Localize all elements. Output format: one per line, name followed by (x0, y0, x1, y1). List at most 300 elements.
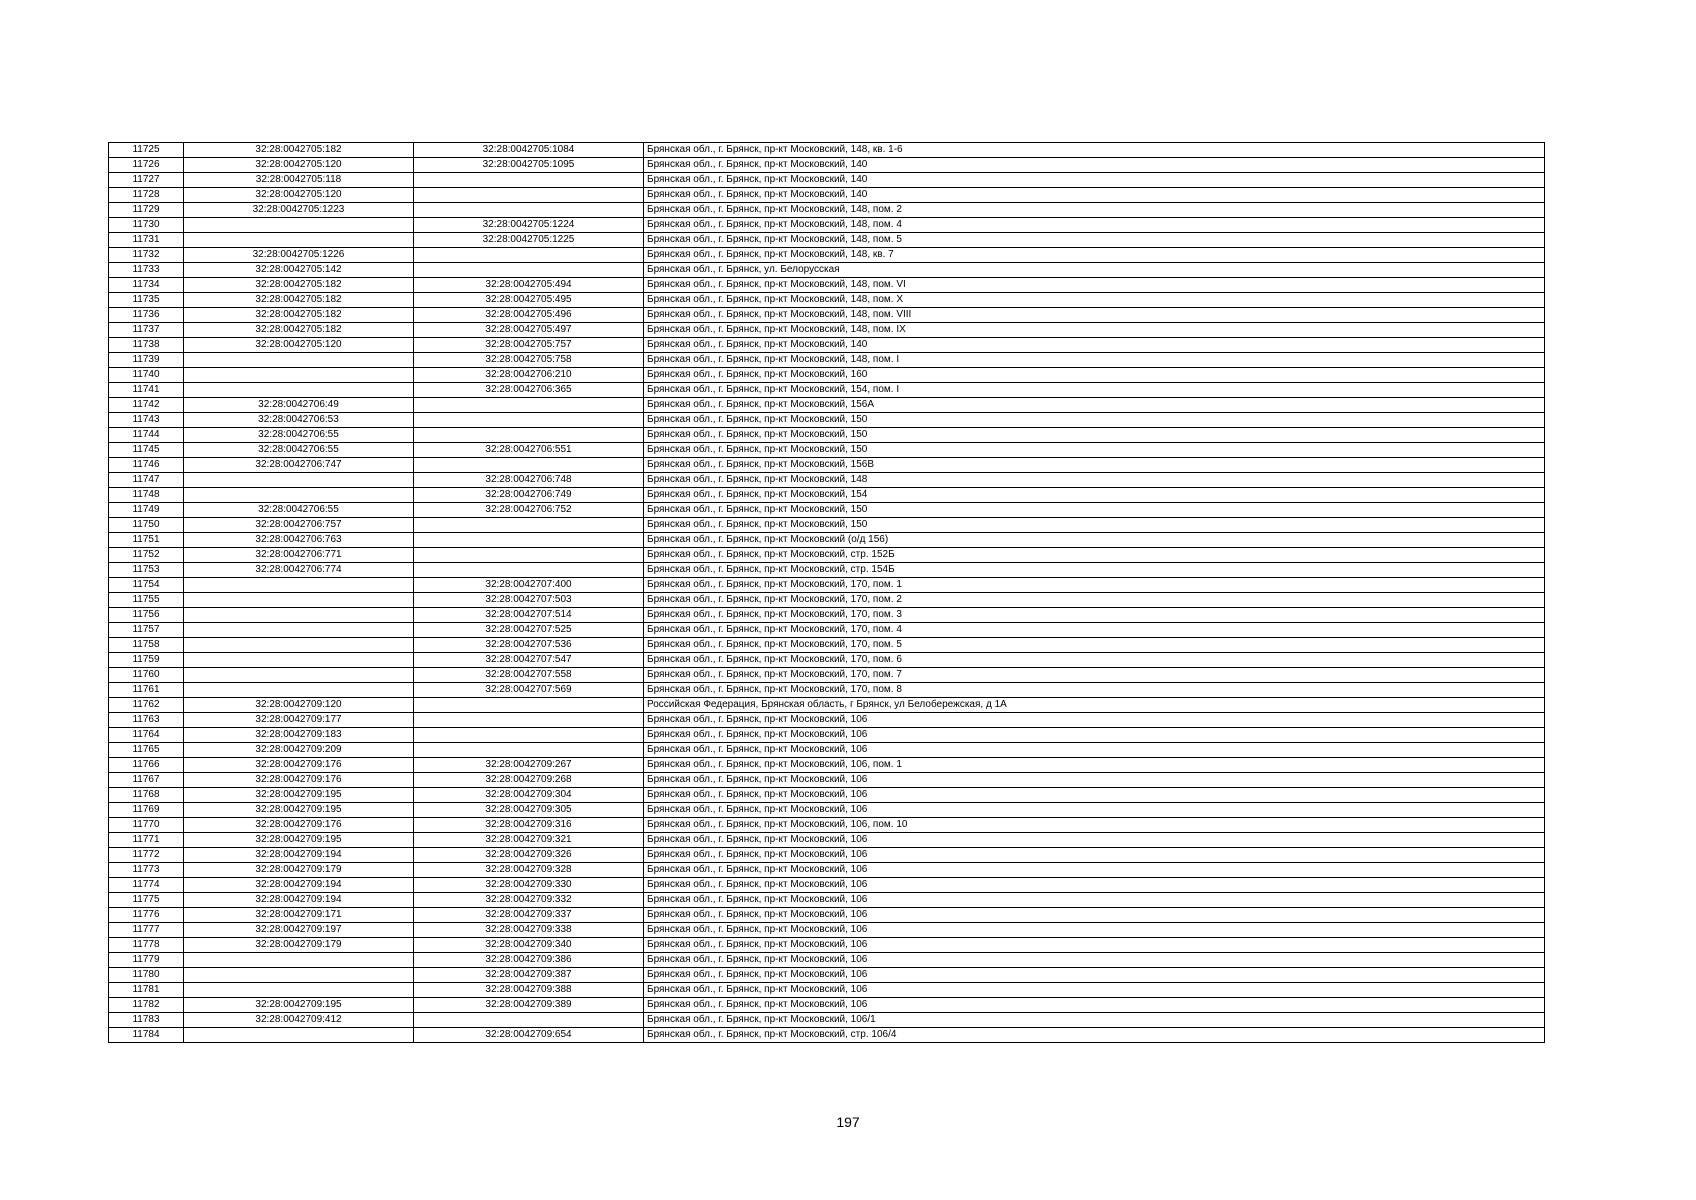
address-cell: Брянская обл., г. Брянск, пр-кт Московский, 106 (644, 938, 1545, 953)
row-number-cell: 11756 (109, 608, 184, 623)
row-number-cell: 11764 (109, 728, 184, 743)
related-cadastral-number-cell (414, 713, 644, 728)
cadastral-number-cell: 32:28:0042705:120 (184, 158, 414, 173)
address-cell: Брянская обл., г. Брянск, пр-кт Московский, 106 (644, 998, 1545, 1013)
address-cell: Брянская обл., г. Брянск, пр-кт Московский, 106 (644, 833, 1545, 848)
address-cell: Брянская обл., г. Брянск, пр-кт Московский, 106 (644, 848, 1545, 863)
cadastral-number-cell: 32:28:0042709:194 (184, 893, 414, 908)
address-cell: Брянская обл., г. Брянск, пр-кт Московский, 148, пом. 5 (644, 233, 1545, 248)
cadastral-number-cell: 32:28:0042705:142 (184, 263, 414, 278)
address-cell: Брянская обл., г. Брянск, пр-кт Московский, 154, пом. I (644, 383, 1545, 398)
cadastral-number-cell (184, 653, 414, 668)
address-cell: Брянская обл., г. Брянск, пр-кт Московский, 170, пом. 3 (644, 608, 1545, 623)
related-cadastral-number-cell (414, 428, 644, 443)
table-row (109, 278, 1545, 293)
related-cadastral-number-cell (414, 173, 644, 188)
cadastral-number-cell: 32:28:0042705:1223 (184, 203, 414, 218)
cadastral-number-cell: 32:28:0042709:195 (184, 833, 414, 848)
table-row (109, 518, 1545, 533)
cadastral-number-cell (184, 383, 414, 398)
related-cadastral-number-cell: 32:28:0042709:330 (414, 878, 644, 893)
table-row (109, 233, 1545, 248)
row-number-cell: 11746 (109, 458, 184, 473)
table-row (109, 698, 1545, 713)
row-number-cell: 11744 (109, 428, 184, 443)
address-cell: Брянская обл., г. Брянск, пр-кт Московский, 106 (644, 743, 1545, 758)
table-row (109, 248, 1545, 263)
related-cadastral-number-cell: 32:28:0042706:749 (414, 488, 644, 503)
row-number-cell: 11729 (109, 203, 184, 218)
row-number-cell: 11743 (109, 413, 184, 428)
table-row (109, 1028, 1545, 1043)
row-number-cell: 11739 (109, 353, 184, 368)
address-cell: Брянская обл., г. Брянск, пр-кт Московский, 150 (644, 518, 1545, 533)
cadastral-number-cell: 32:28:0042705:118 (184, 173, 414, 188)
cadastral-number-cell: 32:28:0042709:197 (184, 923, 414, 938)
related-cadastral-number-cell (414, 413, 644, 428)
related-cadastral-number-cell: 32:28:0042705:1225 (414, 233, 644, 248)
cadastral-number-cell: 32:28:0042705:1226 (184, 248, 414, 263)
row-number-cell: 11742 (109, 398, 184, 413)
address-cell: Брянская обл., г. Брянск, пр-кт Московский, 106 (644, 863, 1545, 878)
related-cadastral-number-cell (414, 698, 644, 713)
table-row (109, 653, 1545, 668)
related-cadastral-number-cell: 32:28:0042709:386 (414, 953, 644, 968)
address-cell: Брянская обл., г. Брянск, пр-кт Московский, 148, пом. IX (644, 323, 1545, 338)
table-row (109, 173, 1545, 188)
table-row (109, 713, 1545, 728)
cadastral-number-cell: 32:28:0042706:53 (184, 413, 414, 428)
related-cadastral-number-cell: 32:28:0042705:496 (414, 308, 644, 323)
table-row (109, 848, 1545, 863)
cadastral-number-cell (184, 368, 414, 383)
cadastral-number-cell: 32:28:0042705:182 (184, 278, 414, 293)
cadastral-number-cell: 32:28:0042709:179 (184, 863, 414, 878)
address-cell: Брянская обл., г. Брянск, пр-кт Московский, 106 (644, 803, 1545, 818)
table-row (109, 383, 1545, 398)
row-number-cell: 11733 (109, 263, 184, 278)
related-cadastral-number-cell: 32:28:0042709:326 (414, 848, 644, 863)
related-cadastral-number-cell: 32:28:0042709:338 (414, 923, 644, 938)
related-cadastral-number-cell: 32:28:0042706:365 (414, 383, 644, 398)
address-cell: Брянская обл., г. Брянск, пр-кт Московский, 140 (644, 188, 1545, 203)
cadastral-number-cell: 32:28:0042706:771 (184, 548, 414, 563)
related-cadastral-number-cell: 32:28:0042709:268 (414, 773, 644, 788)
table-row (109, 338, 1545, 353)
related-cadastral-number-cell: 32:28:0042709:316 (414, 818, 644, 833)
related-cadastral-number-cell (414, 203, 644, 218)
address-cell: Брянская обл., г. Брянск, пр-кт Московский, 106 (644, 893, 1545, 908)
row-number-cell: 11727 (109, 173, 184, 188)
cadastral-number-cell (184, 953, 414, 968)
cadastral-number-cell (184, 1028, 414, 1043)
related-cadastral-number-cell: 32:28:0042709:304 (414, 788, 644, 803)
row-number-cell: 11728 (109, 188, 184, 203)
related-cadastral-number-cell: 32:28:0042709:267 (414, 758, 644, 773)
address-cell: Брянская обл., г. Брянск, пр-кт Московский, 106 (644, 728, 1545, 743)
table-row (109, 473, 1545, 488)
table-row (109, 308, 1545, 323)
cadastral-number-cell: 32:28:0042706:55 (184, 428, 414, 443)
related-cadastral-number-cell: 32:28:0042709:332 (414, 893, 644, 908)
related-cadastral-number-cell: 32:28:0042707:400 (414, 578, 644, 593)
row-number-cell: 11772 (109, 848, 184, 863)
address-cell: Брянская обл., г. Брянск, пр-кт Московский, 170, пом. 4 (644, 623, 1545, 638)
address-cell: Брянская обл., г. Брянск, ул. Белорусская (644, 263, 1545, 278)
related-cadastral-number-cell (414, 458, 644, 473)
related-cadastral-number-cell: 32:28:0042707:558 (414, 668, 644, 683)
cadastral-number-cell: 32:28:0042705:182 (184, 143, 414, 158)
related-cadastral-number-cell: 32:28:0042707:503 (414, 593, 644, 608)
cadastral-number-cell (184, 668, 414, 683)
address-cell: Брянская обл., г. Брянск, пр-кт Московский, 154 (644, 488, 1545, 503)
row-number-cell: 11779 (109, 953, 184, 968)
cadastral-number-cell (184, 218, 414, 233)
related-cadastral-number-cell (414, 548, 644, 563)
address-cell: Брянская обл., г. Брянск, пр-кт Московский, 170, пом. 2 (644, 593, 1545, 608)
cadastral-number-cell (184, 488, 414, 503)
cadastral-number-cell: 32:28:0042705:182 (184, 308, 414, 323)
cadastral-number-cell: 32:28:0042705:182 (184, 293, 414, 308)
address-cell: Брянская обл., г. Брянск, пр-кт Московский, 160 (644, 368, 1545, 383)
row-number-cell: 11778 (109, 938, 184, 953)
row-number-cell: 11768 (109, 788, 184, 803)
cadastral-number-cell: 32:28:0042709:209 (184, 743, 414, 758)
table-row (109, 398, 1545, 413)
cadastral-number-cell: 32:28:0042706:49 (184, 398, 414, 413)
cadastral-number-cell (184, 473, 414, 488)
table-row (109, 638, 1545, 653)
related-cadastral-number-cell (414, 563, 644, 578)
related-cadastral-number-cell: 32:28:0042707:547 (414, 653, 644, 668)
related-cadastral-number-cell (414, 398, 644, 413)
table-row (109, 728, 1545, 743)
table-row (109, 488, 1545, 503)
cadastral-number-cell: 32:28:0042706:55 (184, 503, 414, 518)
cadastral-number-cell: 32:28:0042709:179 (184, 938, 414, 953)
related-cadastral-number-cell: 32:28:0042709:387 (414, 968, 644, 983)
address-cell: Брянская обл., г. Брянск, пр-кт Московский, 150 (644, 443, 1545, 458)
address-cell: Брянская обл., г. Брянск, пр-кт Московский, 148, пом. VI (644, 278, 1545, 293)
address-cell: Брянская обл., г. Брянск, пр-кт Московский, 106 (644, 908, 1545, 923)
row-number-cell: 11735 (109, 293, 184, 308)
cadastral-number-cell: 32:28:0042709:195 (184, 998, 414, 1013)
related-cadastral-number-cell: 32:28:0042709:654 (414, 1028, 644, 1043)
address-cell: Брянская обл., г. Брянск, пр-кт Московский, 106 (644, 923, 1545, 938)
table-row (109, 683, 1545, 698)
row-number-cell: 11771 (109, 833, 184, 848)
cadastral-number-cell: 32:28:0042709:176 (184, 758, 414, 773)
related-cadastral-number-cell: 32:28:0042709:305 (414, 803, 644, 818)
table-row (109, 578, 1545, 593)
cadastral-number-cell (184, 608, 414, 623)
related-cadastral-number-cell (414, 1013, 644, 1028)
related-cadastral-number-cell (414, 533, 644, 548)
row-number-cell: 11765 (109, 743, 184, 758)
related-cadastral-number-cell (414, 188, 644, 203)
row-number-cell: 11777 (109, 923, 184, 938)
related-cadastral-number-cell (414, 518, 644, 533)
table-row (109, 833, 1545, 848)
row-number-cell: 11730 (109, 218, 184, 233)
table-row (109, 188, 1545, 203)
address-cell: Брянская обл., г. Брянск, пр-кт Московский, 140 (644, 158, 1545, 173)
row-number-cell: 11748 (109, 488, 184, 503)
related-cadastral-number-cell: 32:28:0042705:1224 (414, 218, 644, 233)
address-cell: Брянская обл., г. Брянск, пр-кт Московский, 106 (644, 953, 1545, 968)
table-row (109, 143, 1545, 158)
related-cadastral-number-cell: 32:28:0042709:340 (414, 938, 644, 953)
address-cell: Брянская обл., г. Брянск, пр-кт Московский, 150 (644, 503, 1545, 518)
address-cell: Брянская обл., г. Брянск, пр-кт Московский, стр. 154Б (644, 563, 1545, 578)
table-row (109, 788, 1545, 803)
address-cell: Брянская обл., г. Брянск, пр-кт Московский, 148, кв. 7 (644, 248, 1545, 263)
cadastral-number-cell (184, 593, 414, 608)
cadastral-number-cell: 32:28:0042706:55 (184, 443, 414, 458)
cadastral-number-cell (184, 638, 414, 653)
related-cadastral-number-cell: 32:28:0042705:1095 (414, 158, 644, 173)
row-number-cell: 11737 (109, 323, 184, 338)
row-number-cell: 11753 (109, 563, 184, 578)
address-cell: Российская Федерация, Брянская область, г Брянск, ул Белобережская, д 1А (644, 698, 1545, 713)
table-row (109, 323, 1545, 338)
table-row (109, 458, 1545, 473)
row-number-cell: 11747 (109, 473, 184, 488)
related-cadastral-number-cell: 32:28:0042705:497 (414, 323, 644, 338)
related-cadastral-number-cell: 32:28:0042705:494 (414, 278, 644, 293)
address-cell: Брянская обл., г. Брянск, пр-кт Московский, 106 (644, 983, 1545, 998)
row-number-cell: 11776 (109, 908, 184, 923)
row-number-cell: 11766 (109, 758, 184, 773)
row-number-cell: 11760 (109, 668, 184, 683)
cadastral-number-cell: 32:28:0042706:757 (184, 518, 414, 533)
address-cell: Брянская обл., г. Брянск, пр-кт Московский, 150 (644, 428, 1545, 443)
address-cell: Брянская обл., г. Брянск, пр-кт Московский, 106/1 (644, 1013, 1545, 1028)
related-cadastral-number-cell: 32:28:0042706:551 (414, 443, 644, 458)
related-cadastral-number-cell: 32:28:0042709:328 (414, 863, 644, 878)
cadastral-number-cell: 32:28:0042706:747 (184, 458, 414, 473)
table-row (109, 983, 1545, 998)
related-cadastral-number-cell: 32:28:0042709:321 (414, 833, 644, 848)
table-row (109, 623, 1545, 638)
related-cadastral-number-cell: 32:28:0042709:389 (414, 998, 644, 1013)
row-number-cell: 11780 (109, 968, 184, 983)
cadastral-number-cell: 32:28:0042709:176 (184, 773, 414, 788)
table-row (109, 818, 1545, 833)
related-cadastral-number-cell: 32:28:0042705:758 (414, 353, 644, 368)
cadastral-number-cell: 32:28:0042705:120 (184, 188, 414, 203)
row-number-cell: 11783 (109, 1013, 184, 1028)
cadastral-number-cell: 32:28:0042705:182 (184, 323, 414, 338)
table-row (109, 593, 1545, 608)
table-row (109, 368, 1545, 383)
address-cell: Брянская обл., г. Брянск, пр-кт Московский, 106 (644, 788, 1545, 803)
table-row (109, 773, 1545, 788)
related-cadastral-number-cell: 32:28:0042707:525 (414, 623, 644, 638)
table-row (109, 503, 1545, 518)
related-cadastral-number-cell (414, 248, 644, 263)
row-number-cell: 11749 (109, 503, 184, 518)
row-number-cell: 11731 (109, 233, 184, 248)
row-number-cell: 11726 (109, 158, 184, 173)
table-row (109, 668, 1545, 683)
cadastral-number-cell: 32:28:0042709:194 (184, 878, 414, 893)
cadastral-number-cell (184, 233, 414, 248)
table-row (109, 878, 1545, 893)
row-number-cell: 11758 (109, 638, 184, 653)
cadastral-number-cell: 32:28:0042709:183 (184, 728, 414, 743)
table-row (109, 203, 1545, 218)
table-row (109, 548, 1545, 563)
row-number-cell: 11732 (109, 248, 184, 263)
address-cell: Брянская обл., г. Брянск, пр-кт Московский, 148, пом. 2 (644, 203, 1545, 218)
address-cell: Брянская обл., г. Брянск, пр-кт Московский (о/д 156) (644, 533, 1545, 548)
address-cell: Брянская обл., г. Брянск, пр-кт Московский, 106 (644, 878, 1545, 893)
address-cell: Брянская обл., г. Брянск, пр-кт Московский, 106, пом. 1 (644, 758, 1545, 773)
address-cell: Брянская обл., г. Брянск, пр-кт Московский, 148 (644, 473, 1545, 488)
address-cell: Брянская обл., г. Брянск, пр-кт Московский, 156А (644, 398, 1545, 413)
table-row (109, 608, 1545, 623)
table-row (109, 953, 1545, 968)
table-row (109, 353, 1545, 368)
address-cell: Брянская обл., г. Брянск, пр-кт Московский, 140 (644, 173, 1545, 188)
related-cadastral-number-cell: 32:28:0042706:748 (414, 473, 644, 488)
address-cell: Брянская обл., г. Брянск, пр-кт Московский, 148, пом. X (644, 293, 1545, 308)
table-row (109, 443, 1545, 458)
row-number-cell: 11750 (109, 518, 184, 533)
cadastral-number-cell (184, 578, 414, 593)
row-number-cell: 11769 (109, 803, 184, 818)
row-number-cell: 11754 (109, 578, 184, 593)
address-cell: Брянская обл., г. Брянск, пр-кт Московский, 106 (644, 713, 1545, 728)
related-cadastral-number-cell: 32:28:0042709:337 (414, 908, 644, 923)
row-number-cell: 11770 (109, 818, 184, 833)
cadastral-number-cell (184, 983, 414, 998)
table-row (109, 908, 1545, 923)
row-number-cell: 11763 (109, 713, 184, 728)
address-cell: Брянская обл., г. Брянск, пр-кт Московский, 148, пом. 4 (644, 218, 1545, 233)
row-number-cell: 11741 (109, 383, 184, 398)
cadastral-number-cell: 32:28:0042709:171 (184, 908, 414, 923)
row-number-cell: 11775 (109, 893, 184, 908)
address-cell: Брянская обл., г. Брянск, пр-кт Московский, 170, пом. 5 (644, 638, 1545, 653)
table-row (109, 158, 1545, 173)
row-number-cell: 11759 (109, 653, 184, 668)
row-number-cell: 11781 (109, 983, 184, 998)
row-number-cell: 11725 (109, 143, 184, 158)
cadastral-number-cell: 32:28:0042709:195 (184, 788, 414, 803)
page-number: 197 (836, 1114, 860, 1130)
row-number-cell: 11751 (109, 533, 184, 548)
cadastral-number-cell (184, 683, 414, 698)
table-row (109, 938, 1545, 953)
cadastral-number-cell (184, 353, 414, 368)
cadastral-number-cell: 32:28:0042709:412 (184, 1013, 414, 1028)
address-cell: Брянская обл., г. Брянск, пр-кт Московский, 106 (644, 968, 1545, 983)
cadastral-number-cell: 32:28:0042709:120 (184, 698, 414, 713)
related-cadastral-number-cell: 32:28:0042707:514 (414, 608, 644, 623)
table-row (109, 923, 1545, 938)
table-row (109, 758, 1545, 773)
related-cadastral-number-cell: 32:28:0042706:752 (414, 503, 644, 518)
address-cell: Брянская обл., г. Брянск, пр-кт Московский, 170, пом. 7 (644, 668, 1545, 683)
table-row (109, 293, 1545, 308)
cadastral-number-cell: 32:28:0042709:195 (184, 803, 414, 818)
row-number-cell: 11762 (109, 698, 184, 713)
address-cell: Брянская обл., г. Брянск, пр-кт Московский, 106 (644, 773, 1545, 788)
row-number-cell: 11761 (109, 683, 184, 698)
address-cell: Брянская обл., г. Брянск, пр-кт Московский, 148, пом. I (644, 353, 1545, 368)
cadastral-number-cell (184, 968, 414, 983)
related-cadastral-number-cell (414, 263, 644, 278)
row-number-cell: 11774 (109, 878, 184, 893)
address-cell: Брянская обл., г. Брянск, пр-кт Московский, 148, кв. 1-6 (644, 143, 1545, 158)
related-cadastral-number-cell: 32:28:0042709:388 (414, 983, 644, 998)
row-number-cell: 11767 (109, 773, 184, 788)
table-row (109, 968, 1545, 983)
address-cell: Брянская обл., г. Брянск, пр-кт Московский, 140 (644, 338, 1545, 353)
address-cell: Брянская обл., г. Брянск, пр-кт Московский, 170, пом. 6 (644, 653, 1545, 668)
related-cadastral-number-cell: 32:28:0042705:1084 (414, 143, 644, 158)
row-number-cell: 11782 (109, 998, 184, 1013)
related-cadastral-number-cell: 32:28:0042705:757 (414, 338, 644, 353)
related-cadastral-number-cell: 32:28:0042707:569 (414, 683, 644, 698)
table-row (109, 533, 1545, 548)
table-row (109, 563, 1545, 578)
address-cell: Брянская обл., г. Брянск, пр-кт Московский, стр. 106/4 (644, 1028, 1545, 1043)
row-number-cell: 11734 (109, 278, 184, 293)
address-cell: Брянская обл., г. Брянск, пр-кт Московский, 148, пом. VIII (644, 308, 1545, 323)
row-number-cell: 11757 (109, 623, 184, 638)
registry-table (108, 142, 1545, 1043)
table-row (109, 218, 1545, 233)
table-row (109, 893, 1545, 908)
address-cell: Брянская обл., г. Брянск, пр-кт Московский, 170, пом. 8 (644, 683, 1545, 698)
table-row (109, 413, 1545, 428)
related-cadastral-number-cell: 32:28:0042705:495 (414, 293, 644, 308)
row-number-cell: 11745 (109, 443, 184, 458)
table-row (109, 998, 1545, 1013)
table-row (109, 803, 1545, 818)
address-cell: Брянская обл., г. Брянск, пр-кт Московский, стр. 152Б (644, 548, 1545, 563)
related-cadastral-number-cell: 32:28:0042706:210 (414, 368, 644, 383)
table-row (109, 863, 1545, 878)
address-cell: Брянская обл., г. Брянск, пр-кт Московский, 156В (644, 458, 1545, 473)
row-number-cell: 11740 (109, 368, 184, 383)
address-cell: Брянская обл., г. Брянск, пр-кт Московский, 170, пом. 1 (644, 578, 1545, 593)
table-row (109, 1013, 1545, 1028)
related-cadastral-number-cell (414, 743, 644, 758)
table-row (109, 263, 1545, 278)
row-number-cell: 11738 (109, 338, 184, 353)
cadastral-number-cell (184, 623, 414, 638)
address-cell: Брянская обл., г. Брянск, пр-кт Московский, 150 (644, 413, 1545, 428)
cadastral-number-cell: 32:28:0042709:194 (184, 848, 414, 863)
address-cell: Брянская обл., г. Брянск, пр-кт Московский, 106, пом. 10 (644, 818, 1545, 833)
cadastral-number-cell: 32:28:0042709:176 (184, 818, 414, 833)
related-cadastral-number-cell (414, 728, 644, 743)
row-number-cell: 11755 (109, 593, 184, 608)
cadastral-number-cell: 32:28:0042705:120 (184, 338, 414, 353)
registry-table-body (109, 143, 1545, 1043)
row-number-cell: 11752 (109, 548, 184, 563)
cadastral-number-cell: 32:28:0042709:177 (184, 713, 414, 728)
table-row (109, 743, 1545, 758)
row-number-cell: 11773 (109, 863, 184, 878)
table-row (109, 428, 1545, 443)
cadastral-number-cell: 32:28:0042706:763 (184, 533, 414, 548)
row-number-cell: 11784 (109, 1028, 184, 1043)
